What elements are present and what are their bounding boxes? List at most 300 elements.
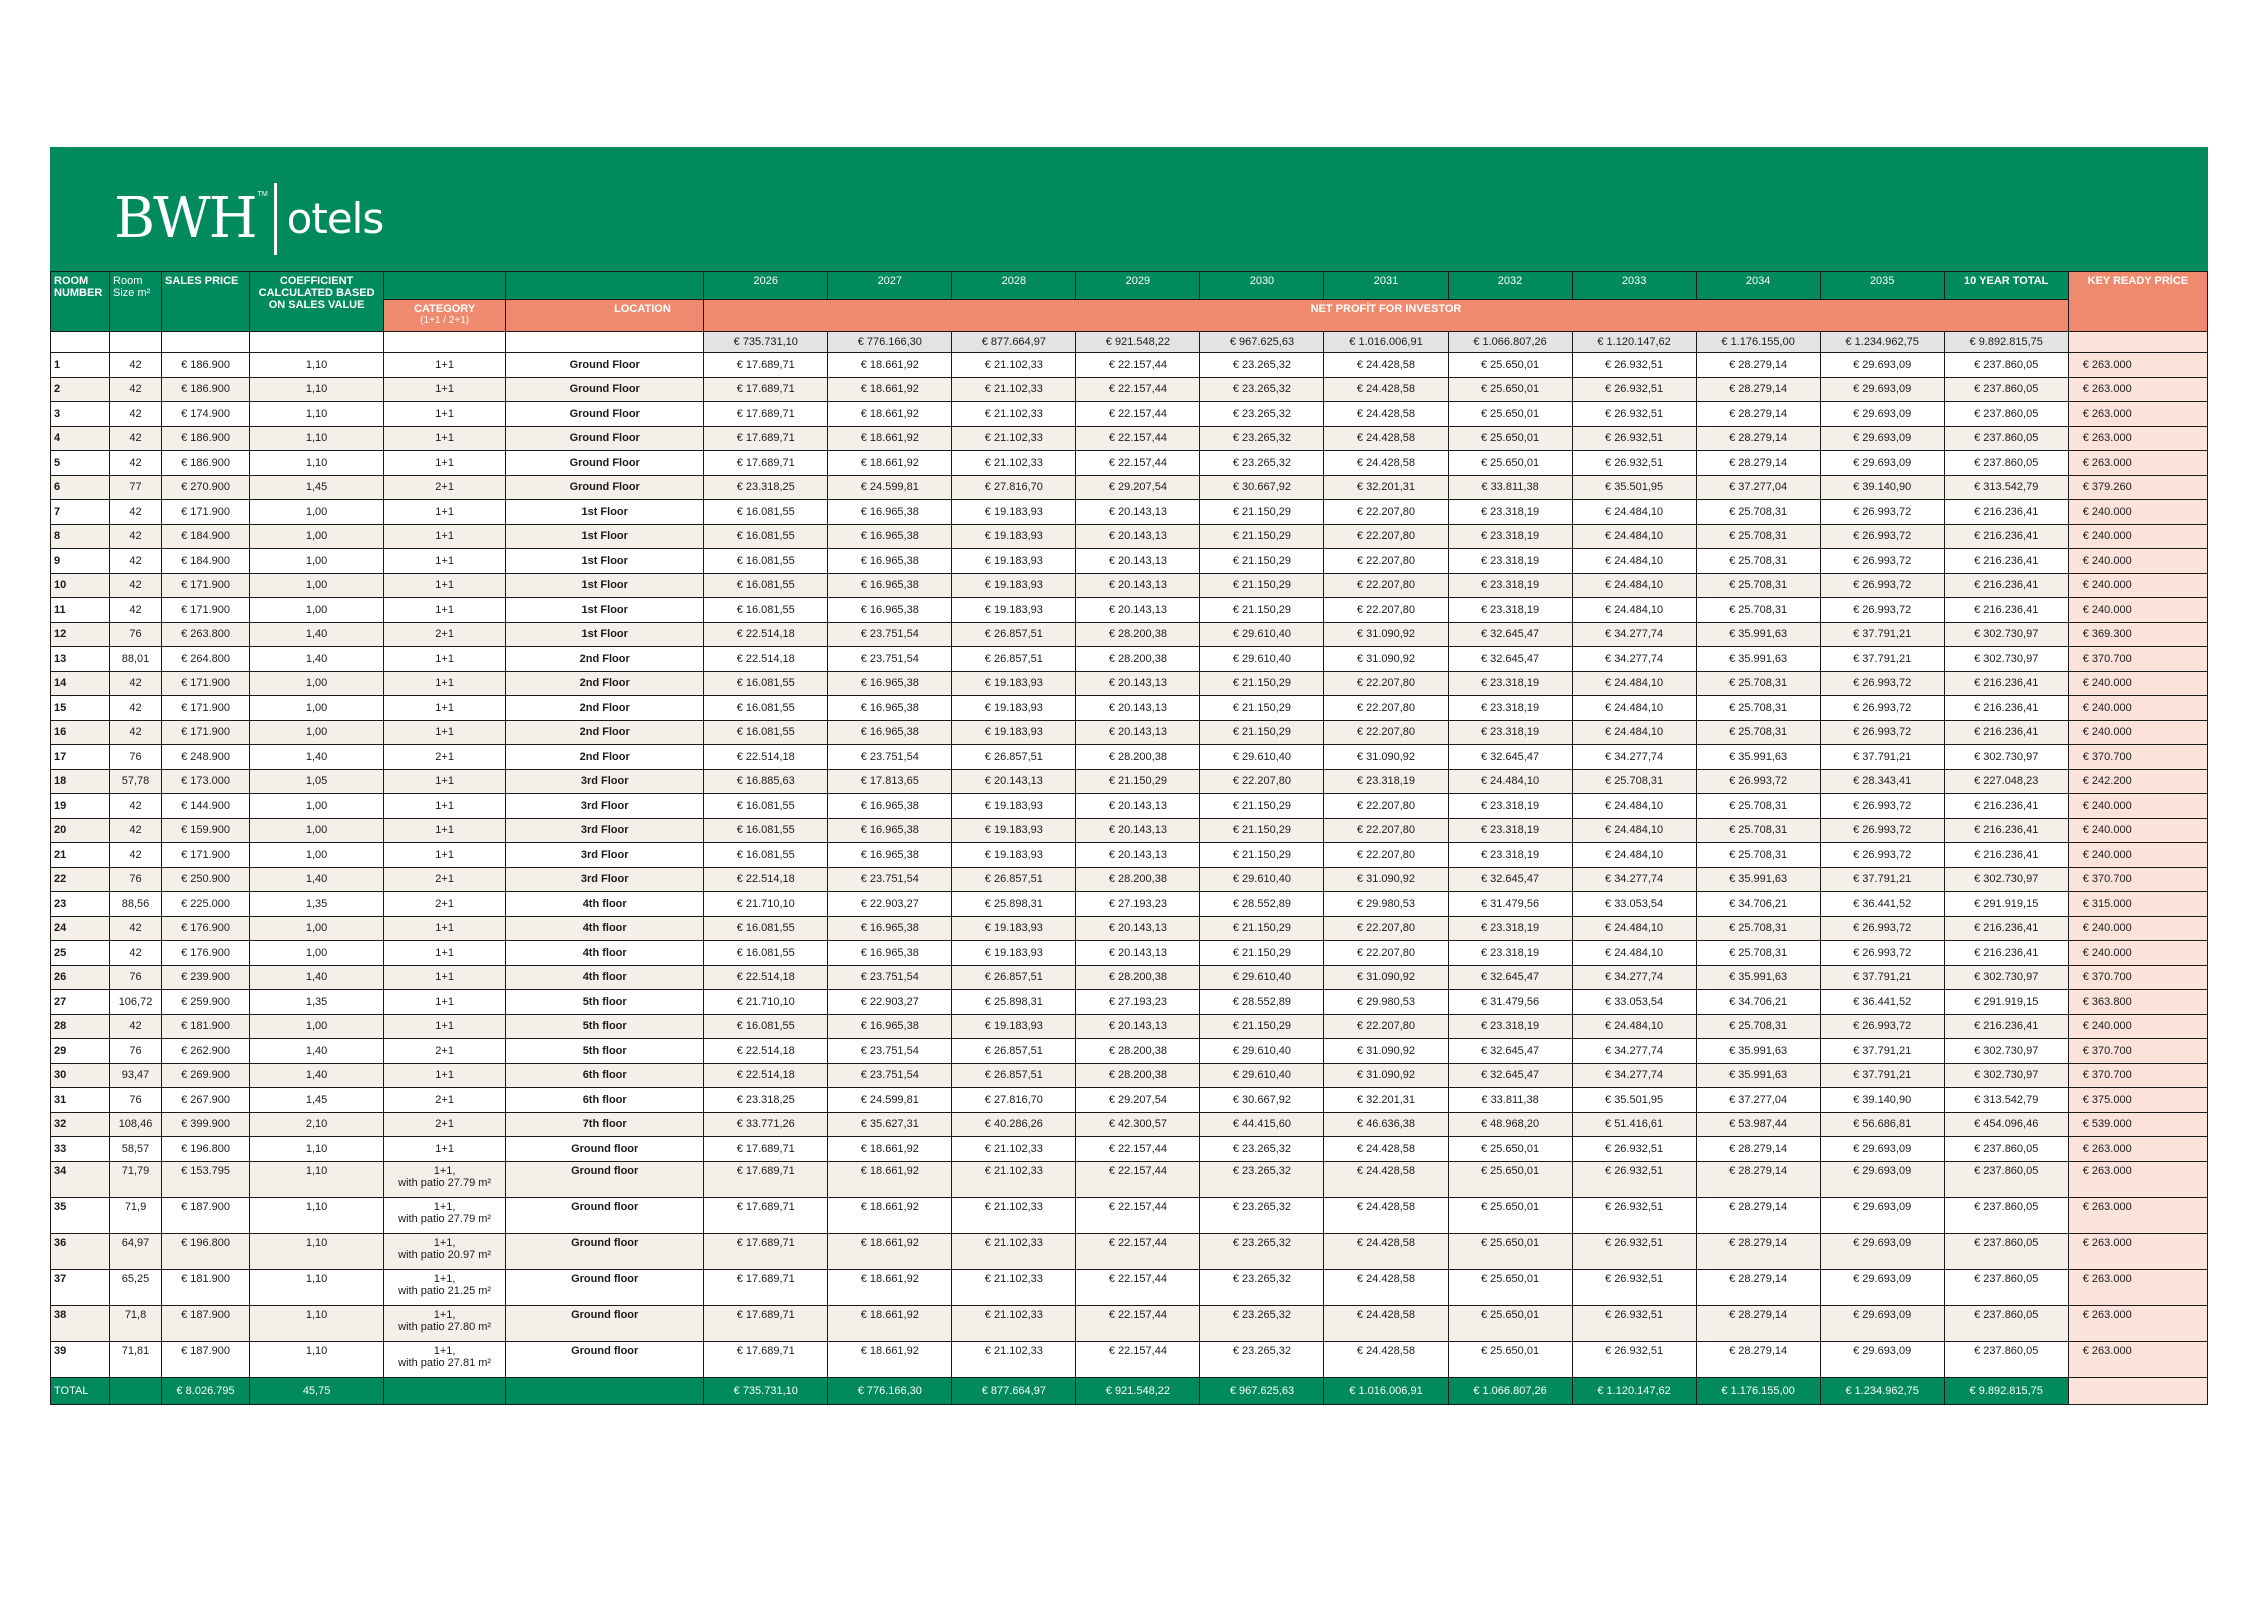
category-patio: with patio 27.81 m² [398, 1356, 492, 1369]
profit-cell: € 24.599,81 [828, 475, 952, 500]
room-size: 42 [110, 843, 162, 868]
profit-cell: € 44.415,60 [1200, 1112, 1324, 1137]
profit-cell: € 26.932,51 [1572, 451, 1696, 476]
sales-price: € 181.900 [162, 1014, 250, 1039]
profit-cell: € 20.143,13 [1076, 573, 1200, 598]
profit-cell: € 31.090,92 [1324, 1039, 1448, 1064]
profit-cell: € 28.200,38 [1076, 647, 1200, 672]
profit-cell: € 29.693,09 [1820, 1137, 1944, 1162]
header-year: 2031 [1324, 272, 1448, 300]
room-row [51, 1039, 2208, 1064]
profit-cell: € 216.236,41 [1944, 549, 2068, 574]
profit-cell: € 216.236,41 [1944, 598, 2068, 623]
profit-cell: € 18.661,92 [828, 1233, 952, 1269]
location: 1st Floor [506, 573, 704, 598]
year-total-cell: € 9.892.815,75 [1944, 332, 2068, 353]
category-value: 1+1, [433, 1200, 456, 1213]
room-size: 42 [110, 818, 162, 843]
profit-cell: € 29.693,09 [1820, 353, 1944, 378]
profit-cell: € 16.081,55 [704, 524, 828, 549]
profit-cell: € 23.265,32 [1200, 451, 1324, 476]
sales-price: € 270.900 [162, 475, 250, 500]
header-year: 2033 [1572, 272, 1696, 300]
profit-cell: € 29.693,09 [1820, 1197, 1944, 1233]
profit-cell: € 26.932,51 [1572, 353, 1696, 378]
coefficient: 1,10 [250, 1137, 384, 1162]
profit-cell: € 21.102,33 [952, 426, 1076, 451]
category-value: 2+1 [435, 1118, 454, 1131]
location: 3rd Floor [506, 867, 704, 892]
profit-cell: € 25.650,01 [1448, 1233, 1572, 1269]
profit-cell: € 237.860,05 [1944, 1197, 2068, 1233]
category-value: 2+1 [435, 750, 454, 763]
room-size: 42 [110, 671, 162, 696]
profit-cell: € 237.860,05 [1944, 1269, 2068, 1305]
profit-cell: € 24.484,10 [1572, 720, 1696, 745]
profit-cell: € 26.993,72 [1820, 573, 1944, 598]
category-value: 1+1 [435, 922, 454, 935]
profit-cell: € 25.708,31 [1696, 916, 1820, 941]
coefficient: 1,00 [250, 794, 384, 819]
category [384, 524, 506, 549]
profit-cell: € 25.650,01 [1448, 1305, 1572, 1341]
profit-cell: € 22.207,80 [1324, 549, 1448, 574]
room-number: 9 [51, 549, 110, 574]
profit-cell: € 21.102,33 [952, 1197, 1076, 1233]
profit-cell: € 21.150,29 [1200, 598, 1324, 623]
location: Ground Floor [506, 377, 704, 402]
profit-cell: € 22.207,80 [1324, 598, 1448, 623]
profit-cell: € 302.730,97 [1944, 1039, 2068, 1064]
profit-cell: € 16.965,38 [828, 671, 952, 696]
header-category-sub: (1+1 / 2+1) [420, 315, 470, 326]
total-cell: € 921.548,22 [1076, 1377, 1200, 1404]
profit-cell: € 31.090,92 [1324, 1063, 1448, 1088]
room-number: 11 [51, 598, 110, 623]
category [384, 990, 506, 1015]
total-coefficient: 45,75 [250, 1377, 384, 1404]
profit-cell: € 28.279,14 [1696, 1233, 1820, 1269]
profit-cell: € 16.965,38 [828, 843, 952, 868]
profit-cell: € 32.201,31 [1324, 475, 1448, 500]
category [384, 402, 506, 427]
room-number: 28 [51, 1014, 110, 1039]
profit-cell: € 37.791,21 [1820, 965, 1944, 990]
key-ready-price: € 240.000 [2068, 671, 2207, 696]
year-total-cell: € 776.166,30 [828, 332, 952, 353]
sales-price: € 187.900 [162, 1197, 250, 1233]
total-cell: € 877.664,97 [952, 1377, 1076, 1404]
profit-cell: € 26.857,51 [952, 647, 1076, 672]
profit-cell: € 16.965,38 [828, 794, 952, 819]
sales-price: € 153.795 [162, 1161, 250, 1197]
category-value: 1+1 [435, 579, 454, 592]
profit-cell: € 26.993,72 [1820, 794, 1944, 819]
room-row [51, 990, 2208, 1015]
profit-cell: € 24.484,10 [1572, 549, 1696, 574]
coefficient: 1,00 [250, 696, 384, 721]
category [384, 1014, 506, 1039]
profit-cell: € 20.143,13 [1076, 941, 1200, 966]
room-number: 16 [51, 720, 110, 745]
room-size: 42 [110, 598, 162, 623]
profit-cell: € 29.610,40 [1200, 622, 1324, 647]
sales-price: € 174.900 [162, 402, 250, 427]
location: Ground floor [506, 1161, 704, 1197]
key-ready-price: € 370.700 [2068, 745, 2207, 770]
room-number: 12 [51, 622, 110, 647]
key-ready-price: € 263.000 [2068, 1233, 2207, 1269]
header-year: 2035 [1820, 272, 1944, 300]
profit-cell: € 23.265,32 [1200, 1305, 1324, 1341]
profit-cell: € 29.693,09 [1820, 402, 1944, 427]
room-row [51, 1112, 2208, 1137]
coefficient: 1,00 [250, 500, 384, 525]
category [384, 1305, 506, 1341]
profit-cell: € 24.484,10 [1572, 916, 1696, 941]
profit-cell: € 24.428,58 [1324, 1197, 1448, 1233]
profit-cell: € 32.645,47 [1448, 647, 1572, 672]
profit-cell: € 21.150,29 [1200, 573, 1324, 598]
profit-cell: € 22.514,18 [704, 622, 828, 647]
profit-cell: € 22.207,80 [1324, 794, 1448, 819]
profit-cell: € 34.277,74 [1572, 745, 1696, 770]
profit-cell: € 237.860,05 [1944, 426, 2068, 451]
profit-cell: € 24.484,10 [1572, 524, 1696, 549]
profit-cell: € 26.857,51 [952, 1039, 1076, 1064]
profit-cell: € 21.150,29 [1200, 671, 1324, 696]
profit-cell: € 25.708,31 [1696, 720, 1820, 745]
profit-cell: € 216.236,41 [1944, 1014, 2068, 1039]
profit-cell: € 29.610,40 [1200, 867, 1324, 892]
profit-cell: € 24.484,10 [1572, 1014, 1696, 1039]
key-ready-price: € 379.260 [2068, 475, 2207, 500]
profit-cell: € 23.265,32 [1200, 377, 1324, 402]
profit-cell: € 24.428,58 [1324, 1233, 1448, 1269]
profit-cell: € 23.265,32 [1200, 1161, 1324, 1197]
profit-cell: € 19.183,93 [952, 598, 1076, 623]
category [384, 941, 506, 966]
category [384, 671, 506, 696]
room-row [51, 500, 2208, 525]
category [384, 573, 506, 598]
profit-cell: € 22.207,80 [1324, 696, 1448, 721]
room-size: 93,47 [110, 1063, 162, 1088]
location: 2nd Floor [506, 745, 704, 770]
profit-cell: € 21.102,33 [952, 1137, 1076, 1162]
coefficient: 1,00 [250, 524, 384, 549]
profit-cell: € 23.265,32 [1200, 1233, 1324, 1269]
profit-cell: € 18.661,92 [828, 426, 952, 451]
profit-cell: € 26.932,51 [1572, 1233, 1696, 1269]
profit-cell: € 32.645,47 [1448, 965, 1572, 990]
profit-cell: € 23.318,19 [1448, 818, 1572, 843]
profit-cell: € 18.661,92 [828, 1137, 952, 1162]
profit-cell: € 24.428,58 [1324, 1137, 1448, 1162]
profit-cell: € 16.965,38 [828, 818, 952, 843]
coefficient: 1,40 [250, 745, 384, 770]
coefficient: 1,40 [250, 965, 384, 990]
sales-price: € 144.900 [162, 794, 250, 819]
sales-price: € 259.900 [162, 990, 250, 1015]
total-cell: € 967.625,63 [1200, 1377, 1324, 1404]
profit-cell: € 16.965,38 [828, 1014, 952, 1039]
profit-cell: € 24.484,10 [1572, 500, 1696, 525]
profit-cell: € 34.277,74 [1572, 647, 1696, 672]
profit-cell: € 25.708,31 [1696, 794, 1820, 819]
room-number: 25 [51, 941, 110, 966]
location: 6th floor [506, 1063, 704, 1088]
profit-cell: € 37.791,21 [1820, 622, 1944, 647]
room-number: 2 [51, 377, 110, 402]
category [384, 843, 506, 868]
profit-cell: € 17.689,71 [704, 1305, 828, 1341]
profit-cell: € 20.143,13 [1076, 916, 1200, 941]
profit-cell: € 26.993,72 [1820, 598, 1944, 623]
profit-cell: € 23.318,19 [1448, 524, 1572, 549]
profit-cell: € 23.265,32 [1200, 402, 1324, 427]
category [384, 500, 506, 525]
profit-cell: € 22.514,18 [704, 965, 828, 990]
sales-price: € 171.900 [162, 500, 250, 525]
profit-cell: € 28.279,14 [1696, 402, 1820, 427]
profit-cell: € 28.200,38 [1076, 622, 1200, 647]
coefficient: 1,10 [250, 1269, 384, 1305]
room-size: 42 [110, 696, 162, 721]
profit-cell: € 216.236,41 [1944, 573, 2068, 598]
profit-cell: € 25.898,31 [952, 990, 1076, 1015]
profit-cell: € 28.552,89 [1200, 892, 1324, 917]
profit-cell: € 19.183,93 [952, 818, 1076, 843]
sales-price: € 184.900 [162, 549, 250, 574]
profit-cell: € 16.081,55 [704, 720, 828, 745]
category [384, 549, 506, 574]
key-ready-price: € 240.000 [2068, 500, 2207, 525]
profit-cell: € 40.286,26 [952, 1112, 1076, 1137]
profit-cell: € 31.479,56 [1448, 892, 1572, 917]
total-label: TOTAL [51, 1377, 110, 1404]
category-value: 1+1, [433, 1272, 456, 1285]
room-number: 6 [51, 475, 110, 500]
category-value: 1+1 [435, 383, 454, 396]
profit-cell: € 26.932,51 [1572, 1161, 1696, 1197]
profit-cell: € 26.993,72 [1820, 500, 1944, 525]
room-size: 108,46 [110, 1112, 162, 1137]
sales-price: € 171.900 [162, 598, 250, 623]
profit-cell: € 23.318,19 [1448, 549, 1572, 574]
category [384, 647, 506, 672]
profit-cell: € 26.857,51 [952, 867, 1076, 892]
category-value: 1+1 [435, 775, 454, 788]
sales-price: € 186.900 [162, 377, 250, 402]
profit-cell: € 22.514,18 [704, 1063, 828, 1088]
key-ready-price: € 263.000 [2068, 1269, 2207, 1305]
total-cell: € 735.731,10 [704, 1377, 828, 1404]
key-ready-price: € 240.000 [2068, 720, 2207, 745]
room-row [51, 1088, 2208, 1113]
total-cell: € 1.016.006,91 [1324, 1377, 1448, 1404]
logo-otels: otels [286, 194, 384, 243]
profit-cell: € 22.207,80 [1324, 818, 1448, 843]
room-row [51, 573, 2208, 598]
profit-cell: € 23.318,25 [704, 475, 828, 500]
profit-cell: € 20.143,13 [1076, 500, 1200, 525]
profit-cell: € 216.236,41 [1944, 794, 2068, 819]
header-year: 2030 [1200, 272, 1324, 300]
category-value: 1+1 [435, 946, 454, 959]
profit-cell: € 29.980,53 [1324, 990, 1448, 1015]
profit-cell: € 25.708,31 [1696, 818, 1820, 843]
room-size: 42 [110, 451, 162, 476]
profit-cell: € 28.279,14 [1696, 1137, 1820, 1162]
profit-cell: € 24.599,81 [828, 1088, 952, 1113]
profit-cell: € 19.183,93 [952, 573, 1076, 598]
sales-price: € 196.800 [162, 1233, 250, 1269]
profit-cell: € 23.318,19 [1448, 500, 1572, 525]
profit-cell: € 23.265,32 [1200, 353, 1324, 378]
profit-cell: € 16.081,55 [704, 573, 828, 598]
profit-cell: € 34.277,74 [1572, 867, 1696, 892]
profit-cell: € 16.965,38 [828, 500, 952, 525]
key-ready-price: € 242.200 [2068, 769, 2207, 794]
sales-price: € 184.900 [162, 524, 250, 549]
room-size: 42 [110, 500, 162, 525]
room-number: 18 [51, 769, 110, 794]
room-number: 37 [51, 1269, 110, 1305]
room-row [51, 1233, 2208, 1269]
profit-cell: € 216.236,41 [1944, 500, 2068, 525]
profit-cell: € 24.484,10 [1572, 696, 1696, 721]
room-row [51, 647, 2208, 672]
coefficient: 1,10 [250, 1161, 384, 1197]
category-patio: with patio 27.79 m² [398, 1212, 492, 1225]
profit-cell: € 22.157,44 [1076, 426, 1200, 451]
profit-cell: € 23.751,54 [828, 965, 952, 990]
profit-cell: € 24.428,58 [1324, 353, 1448, 378]
profit-cell: € 37.277,04 [1696, 1088, 1820, 1113]
profit-cell: € 37.791,21 [1820, 745, 1944, 770]
room-number: 10 [51, 573, 110, 598]
profit-cell: € 35.501,95 [1572, 1088, 1696, 1113]
profit-cell: € 26.993,72 [1820, 916, 1944, 941]
profit-cell: € 25.708,31 [1696, 671, 1820, 696]
profit-cell: € 21.150,29 [1200, 941, 1324, 966]
coefficient: 1,10 [250, 1305, 384, 1341]
room-row [51, 843, 2208, 868]
category-value: 2+1 [435, 1044, 454, 1057]
header-blank-loc [506, 272, 704, 300]
category-value: 2+1 [435, 897, 454, 910]
profit-cell: € 25.708,31 [1696, 549, 1820, 574]
total-cell: € 776.166,30 [828, 1377, 952, 1404]
year-total-cell: € 735.731,10 [704, 332, 828, 353]
profit-cell: € 27.193,23 [1076, 990, 1200, 1015]
category-value: 1+1 [435, 603, 454, 616]
profit-cell: € 53.987,44 [1696, 1112, 1820, 1137]
profit-cell: € 37.791,21 [1820, 867, 1944, 892]
profit-cell: € 19.183,93 [952, 843, 1076, 868]
profit-cell: € 216.236,41 [1944, 916, 2068, 941]
category [384, 916, 506, 941]
sales-price: € 264.800 [162, 647, 250, 672]
profit-cell: € 26.932,51 [1572, 1269, 1696, 1305]
profit-cell: € 21.150,29 [1200, 720, 1324, 745]
profit-cell: € 25.650,01 [1448, 1197, 1572, 1233]
profit-cell: € 237.860,05 [1944, 377, 2068, 402]
location: 5th floor [506, 1039, 704, 1064]
profit-cell: € 29.693,09 [1820, 1341, 1944, 1377]
profit-cell: € 28.200,38 [1076, 867, 1200, 892]
room-row [51, 451, 2208, 476]
room-size: 76 [110, 745, 162, 770]
coefficient: 1,40 [250, 647, 384, 672]
profit-cell: € 23.751,54 [828, 647, 952, 672]
profit-cell: € 24.428,58 [1324, 377, 1448, 402]
location: 1st Floor [506, 598, 704, 623]
category-value: 2+1 [435, 628, 454, 641]
location: 4th floor [506, 892, 704, 917]
profit-cell: € 19.183,93 [952, 941, 1076, 966]
profit-cell: € 302.730,97 [1944, 965, 2068, 990]
profit-cell: € 31.479,56 [1448, 990, 1572, 1015]
header-room-number: ROOM NUMBER [51, 272, 110, 332]
profit-cell: € 20.143,13 [1076, 549, 1200, 574]
key-ready-price: € 263.000 [2068, 1305, 2207, 1341]
key-ready-price: € 369.300 [2068, 622, 2207, 647]
profit-cell: € 28.279,14 [1696, 1305, 1820, 1341]
profit-cell: € 32.645,47 [1448, 745, 1572, 770]
category-value: 1+1 [435, 652, 454, 665]
category [384, 818, 506, 843]
room-size: 58,57 [110, 1137, 162, 1162]
profit-cell: € 22.207,80 [1324, 573, 1448, 598]
profit-cell: € 48.968,20 [1448, 1112, 1572, 1137]
header-net-profit: NET PROFİT FOR INVESTOR [704, 300, 2069, 332]
room-row [51, 1305, 2208, 1341]
total-cell: € 9.892.815,75 [1944, 1377, 2068, 1404]
header-year: 2026 [704, 272, 828, 300]
category-patio: with patio 27.80 m² [398, 1320, 492, 1333]
blank-cell [250, 332, 384, 353]
room-number: 20 [51, 818, 110, 843]
coefficient: 1,00 [250, 573, 384, 598]
location: 5th floor [506, 1014, 704, 1039]
year-total-cell: € 877.664,97 [952, 332, 1076, 353]
room-number: 5 [51, 451, 110, 476]
category-value: 1+1, [433, 1164, 456, 1177]
profit-cell: € 18.661,92 [828, 1305, 952, 1341]
profit-cell: € 26.932,51 [1572, 1137, 1696, 1162]
profit-cell: € 216.236,41 [1944, 843, 2068, 868]
profit-cell: € 26.993,72 [1820, 671, 1944, 696]
profit-cell: € 19.183,93 [952, 916, 1076, 941]
key-ready-price: € 240.000 [2068, 843, 2207, 868]
profit-cell: € 31.090,92 [1324, 965, 1448, 990]
room-size: 42 [110, 941, 162, 966]
location: 3rd Floor [506, 794, 704, 819]
sales-price: € 225.000 [162, 892, 250, 917]
room-row [51, 426, 2208, 451]
category-value: 1+1 [435, 432, 454, 445]
profit-cell: € 24.484,10 [1572, 671, 1696, 696]
profit-cell: € 23.318,19 [1448, 671, 1572, 696]
category [384, 1233, 506, 1269]
profit-cell: € 51.416,61 [1572, 1112, 1696, 1137]
room-row [51, 916, 2208, 941]
coefficient: 1,10 [250, 451, 384, 476]
profit-cell: € 25.708,31 [1696, 1014, 1820, 1039]
blank-cell [506, 332, 704, 353]
